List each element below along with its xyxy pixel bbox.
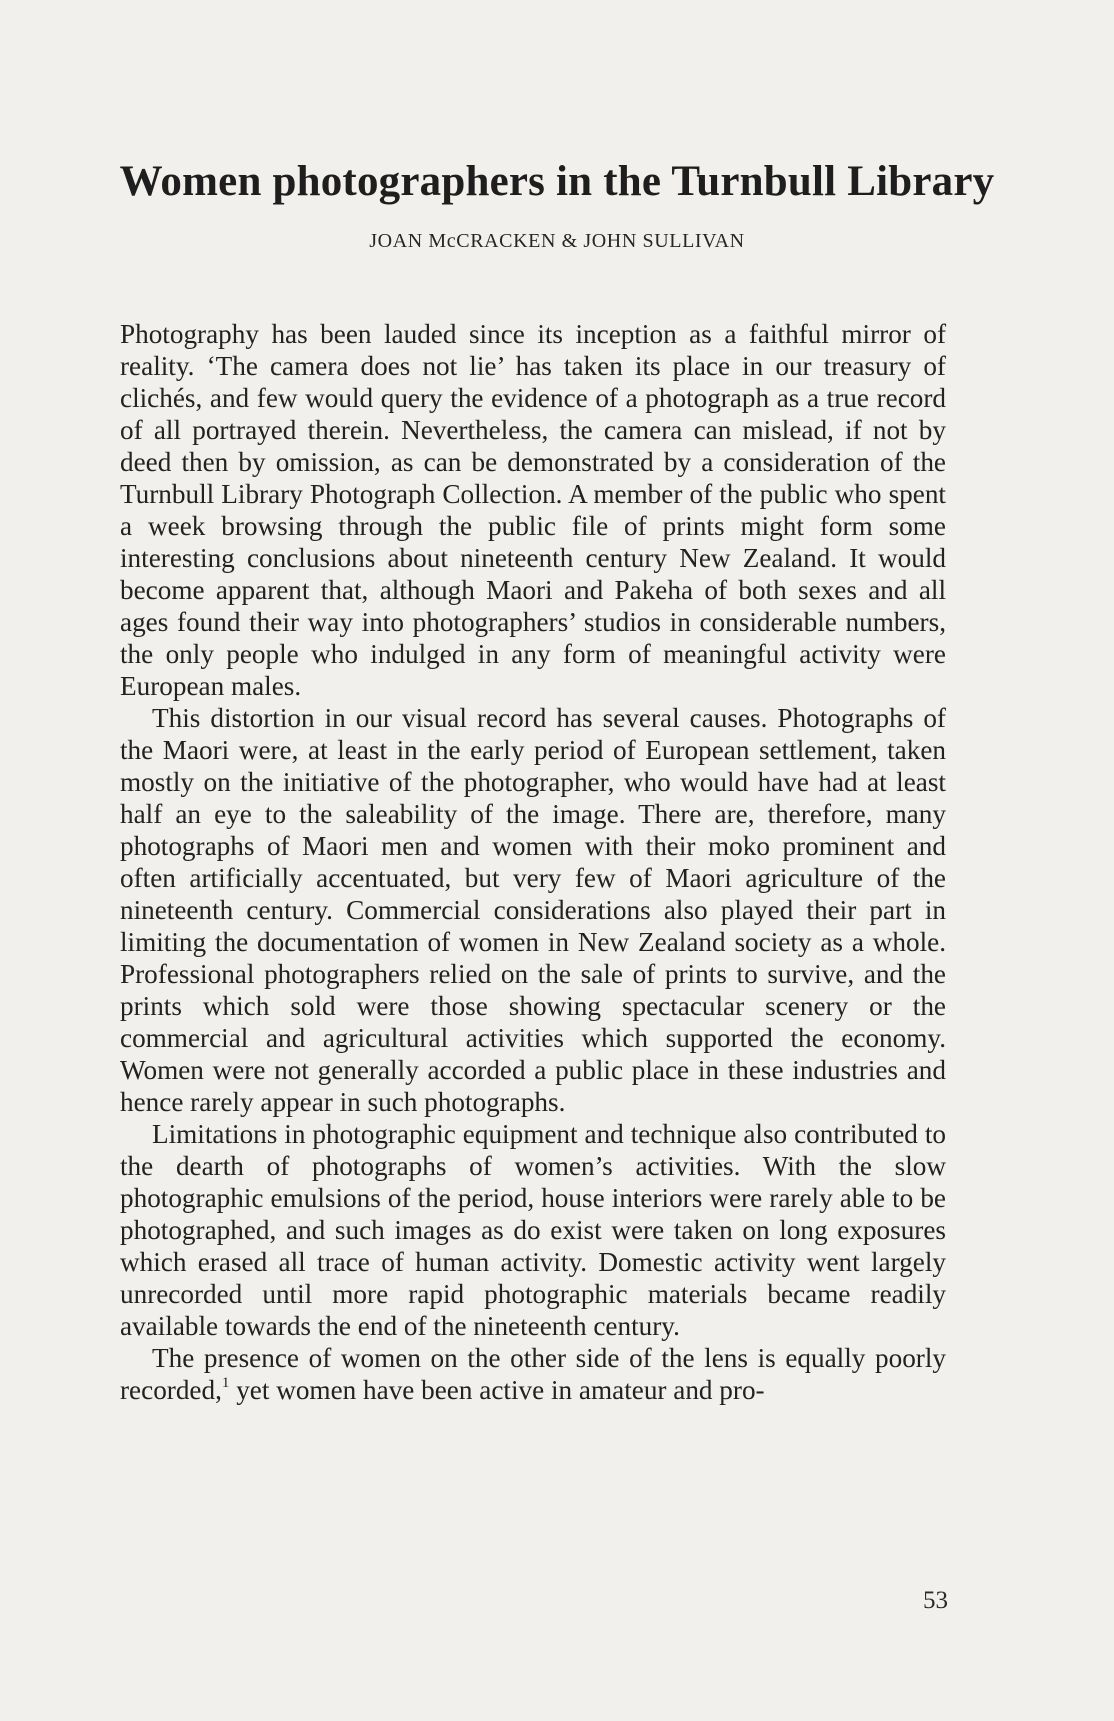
paragraph-2: This distortion in our visual record has several causes. Photographs of the Maori were, at least in the early period of European settlement, taken mostly on the initiative of the photographer, who would have had at least half an eye to the saleability of the image. There are, therefore, many photographs of Maori men and women with their moko prominent and often artificially accentuated, but very few of Maori agriculture of the nineteenth century. Commercial considerations also played their part in limiting the documentation of women in New Zealand society as a whole. Professional photographers relied on the sale of prints to survive, and the prints which sold were those showing spectacular scenery or the commercial and agricultural activities which supported the economy. Women were not generally accorded a public place in these industries and hence rarely appear in such photographs. — [120, 703, 946, 1117]
paragraph-4 — [120, 1342, 946, 1406]
article-authors: JOAN McCRACKEN & JOHN SULLIVAN — [369, 230, 745, 252]
page-number: 53 — [923, 1587, 948, 1614]
footnote-reference[interactable]: 1 — [221, 1375, 230, 1391]
article-body — [120, 318, 946, 1406]
article-title: Women photographers in the Turnbull Library — [119, 157, 995, 205]
paragraph-4-text-start: The presence of women on the other side of the lens is equally poorly recorded, — [120, 1343, 946, 1405]
paragraph-3: Limitations in photographic equipment and technique also contributed to the dearth of photographs of women’s activities. With the slow photographic emulsions of the period, house interiors were rarely able to be photographed, and such images as do exist were taken on long exposures which erased all trace of human activity. Domestic activity went largely unrecorded until more rapid photographic materials became readily available towards the end of the nineteenth century. — [120, 1119, 946, 1341]
paragraph-1: Photography has been lauded since its inception as a faithful mirror of reality. ‘The camera does not lie’ has taken its place in our treasury of clichés, and few would query the evidence of a photograph as a true record of all portrayed therein. Nevertheless, the camera can mislead, if not by deed then by omission, as can be demonstrated by a consideration of the Turnbull Library Photograph Collection. A member of the public who spent a week browsing through the public file of prints might form some interesting conclusions about nineteenth century New Zealand. It would become apparent that, although Maori and Pakeha of both sexes and all ages found their way into photographers’ studios in considerable numbers, the only people who indulged in any form of meaningful activity were European males. — [120, 319, 946, 701]
paragraph-4-text-end: yet women have been active in amateur and pro- — [229, 1375, 765, 1405]
